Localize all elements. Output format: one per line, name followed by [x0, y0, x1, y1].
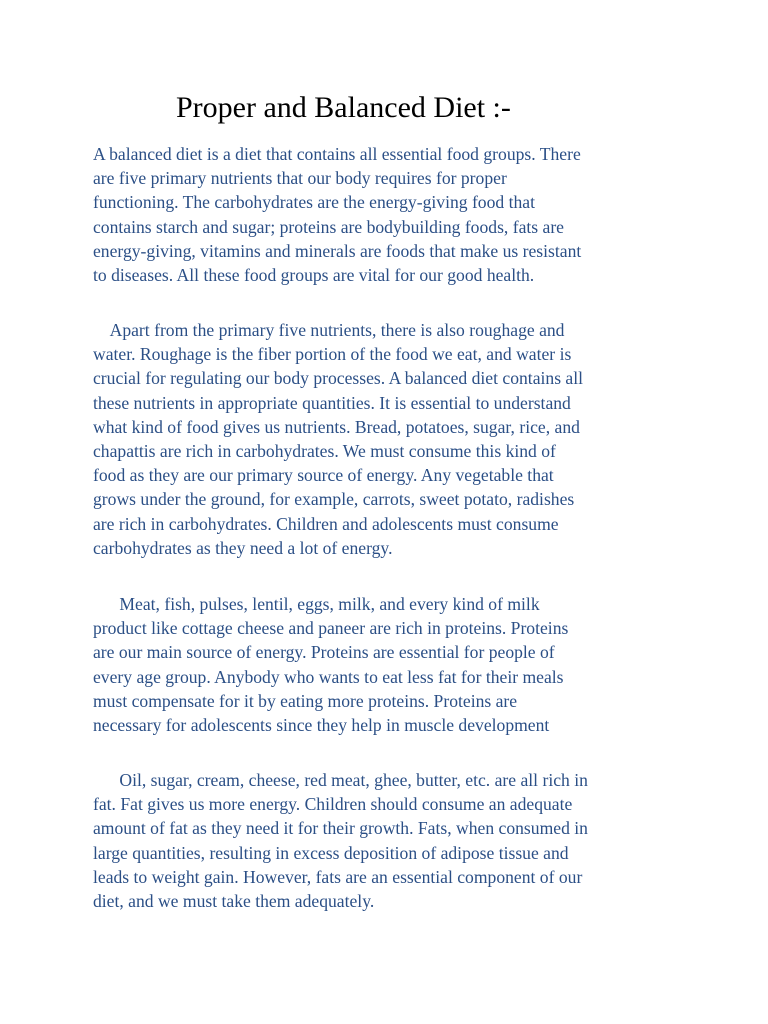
paragraph-line: Apart from the primary five nutrients, there is also roughage and — [93, 320, 565, 340]
paragraph-line: necessary for adolescents since they help in muscle development — [93, 715, 550, 736]
paragraph-balanced-diet-intro — [93, 142, 581, 287]
paragraph-line: are five primary nutrients that our body requires for proper — [93, 168, 507, 189]
paragraph-line: are rich in carbohydrates. Children and adolescents must consume — [93, 513, 559, 534]
paragraph-line: crucial for regulating our body processes. A balanced diet contains all — [93, 368, 584, 389]
paragraph-line: energy-giving, vitamins and minerals are foods that make us resistant — [93, 240, 582, 261]
paragraph-proteins — [93, 592, 568, 737]
paragraph-line: functioning. The carbohydrates are the energy-giving food that — [93, 192, 535, 213]
paragraph-line: what kind of food gives us nutrients. Bread, potatoes, sugar, rice, and — [93, 416, 580, 437]
paragraph-line: are our main source of energy. Proteins are essential for people of — [93, 642, 555, 663]
paragraph-line: must compensate for it by eating more proteins. Proteins are — [93, 690, 518, 711]
paragraph-line: to diseases. All these food groups are vital for our good health. — [93, 265, 535, 286]
paragraph-line: every age group. Anybody who wants to eat less fat for their meals — [93, 666, 564, 687]
paragraph-line: A balanced diet is a diet that contains all essential food groups. There — [93, 144, 581, 164]
paragraph-fats — [93, 768, 588, 913]
paragraph-line: food as they are our primary source of energy. Any vegetable that — [93, 465, 554, 486]
paragraph-line: these nutrients in appropriate quantities. It is essential to understand — [93, 392, 571, 413]
paragraph-line: diet, and we must take them adequately. — [93, 891, 375, 912]
paragraph-line: amount of fat as they need it for their growth. Fats, when consumed in — [93, 818, 588, 839]
paragraph-line: grows under the ground, for example, carrots, sweet potato, radishes — [93, 489, 575, 510]
paragraph-line: Meat, fish, pulses, lentil, eggs, milk, and every kind of milk — [93, 594, 540, 614]
paragraph-line: product like cottage cheese and paneer are rich in proteins. Proteins — [93, 618, 569, 639]
paragraph-line: large quantities, resulting in excess deposition of adipose tissue and — [93, 842, 569, 863]
paragraph-line: water. Roughage is the fiber portion of the food we eat, and water is — [93, 344, 572, 365]
paragraph-line: fat. Fat gives us more energy. Children should consume an adequate — [93, 794, 573, 815]
paragraph-line: Oil, sugar, cream, cheese, red meat, ghee, butter, etc. are all rich in — [93, 770, 588, 790]
paragraph-line: leads to weight gain. However, fats are an essential component of our — [93, 866, 583, 887]
paragraph-line: chapattis are rich in carbohydrates. We must consume this kind of — [93, 441, 556, 462]
paragraph-line: contains starch and sugar; proteins are bodybuilding foods, fats are — [93, 216, 564, 237]
paragraph-roughage-carbohydrates — [93, 318, 583, 560]
paragraph-line: carbohydrates as they need a lot of energy. — [93, 537, 393, 558]
document-title: Proper and Balanced Diet :- — [176, 91, 511, 124]
